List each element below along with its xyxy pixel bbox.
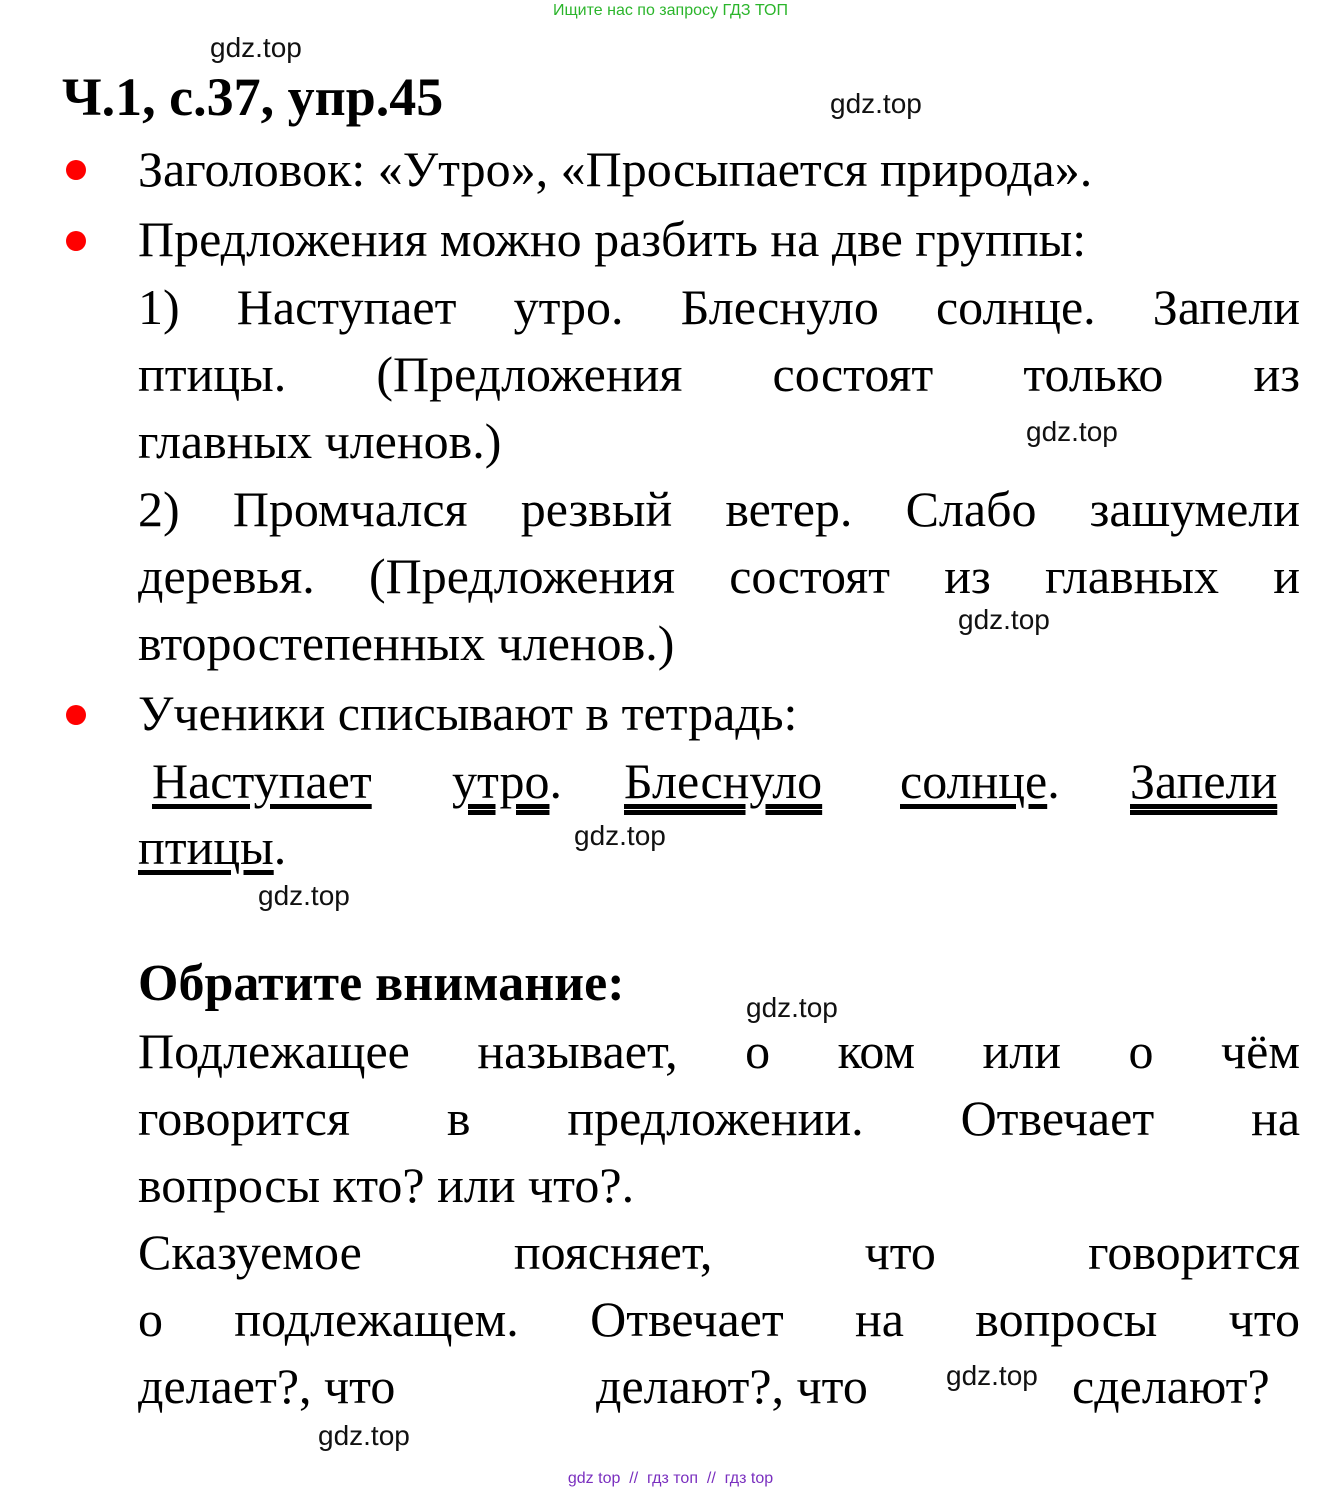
note-heading: Обратите внимание: bbox=[138, 955, 625, 1012]
subject-underline: солнце bbox=[900, 753, 1048, 809]
word: в предложении. bbox=[446, 1090, 864, 1146]
word: 2) bbox=[138, 481, 180, 537]
word: из bbox=[944, 548, 991, 604]
word: 1) bbox=[138, 279, 180, 335]
subject-word bbox=[900, 752, 1060, 810]
watermark: gdz.top bbox=[746, 992, 838, 1023]
word: Подлежащее называет, bbox=[138, 1023, 678, 1079]
bullet-dot bbox=[66, 160, 86, 180]
word: Наступает bbox=[236, 279, 457, 335]
page-title: Ч.1, с.37, упр.45 bbox=[62, 67, 444, 127]
predicate-word bbox=[624, 752, 822, 810]
group-2-line-2 bbox=[138, 547, 1300, 605]
word: Отвечает bbox=[960, 1090, 1155, 1146]
bottom-banner: gdz top // гдз топ // гдз top bbox=[567, 1470, 774, 1487]
word: деревья. bbox=[138, 548, 315, 604]
period: . bbox=[273, 819, 287, 875]
subject-word bbox=[138, 818, 286, 876]
note-p1-line-2 bbox=[138, 1089, 1300, 1147]
watermark: gdz.top bbox=[946, 1360, 1038, 1391]
word: вопросы bbox=[975, 1291, 1158, 1347]
bullet-1-text: Заголовок: «Утро», «Просыпается природа». bbox=[138, 141, 1093, 197]
word: из bbox=[1253, 346, 1301, 402]
word: зашумели bbox=[1089, 481, 1300, 537]
word: ком bbox=[837, 1023, 916, 1079]
bullet-2-text: Предложения можно разбить на две группы: bbox=[138, 211, 1087, 267]
word: только bbox=[1023, 346, 1164, 402]
period: . bbox=[549, 753, 562, 809]
note-p2-line-1 bbox=[138, 1223, 1300, 1281]
predicate-underline: утро bbox=[452, 753, 550, 809]
group-2-line-3: второстепенных членов.) bbox=[138, 615, 675, 671]
watermark: gdz.top bbox=[318, 1420, 410, 1451]
word: (Предложения bbox=[376, 346, 683, 402]
predicate-underline: Запели bbox=[1130, 753, 1278, 809]
watermark: gdz.top bbox=[830, 88, 922, 119]
bullet-dot bbox=[66, 705, 86, 725]
word: говорится bbox=[1088, 1224, 1301, 1280]
word: что bbox=[864, 1224, 936, 1280]
note-p1-line-3: вопросы кто? или что?. bbox=[138, 1157, 635, 1213]
word: птицы. bbox=[138, 346, 287, 402]
watermark: gdz.top bbox=[574, 820, 666, 851]
note-p2-line-3a: делает?, что bbox=[138, 1358, 396, 1414]
word: о подлежащем. bbox=[138, 1291, 519, 1347]
word: (Предложения bbox=[368, 548, 675, 604]
watermark: gdz.top bbox=[1026, 416, 1118, 447]
word: на bbox=[855, 1291, 904, 1347]
word: Промчался bbox=[232, 481, 468, 537]
top-banner: Ищите нас по запросу ГДЗ ТОП bbox=[553, 2, 788, 19]
note-p2-line-3c: сделают? bbox=[1072, 1358, 1270, 1414]
predicate-underline: Блеснуло bbox=[624, 753, 823, 809]
watermark: gdz.top bbox=[210, 32, 302, 63]
word: и bbox=[1273, 548, 1301, 604]
word: Сказуемое поясняет, bbox=[138, 1224, 713, 1280]
note-p2-line-3b: делают?, что bbox=[596, 1358, 868, 1414]
word: солнце. bbox=[935, 279, 1096, 335]
note-p2-line-2 bbox=[138, 1290, 1300, 1348]
predicate-word bbox=[452, 752, 562, 810]
group-2-line-1 bbox=[138, 480, 1300, 538]
word: чём bbox=[1221, 1023, 1300, 1079]
watermark: gdz.top bbox=[258, 880, 350, 911]
word: ветер. bbox=[725, 481, 853, 537]
subject-word bbox=[152, 752, 372, 810]
word: утро. bbox=[513, 279, 624, 335]
word: на bbox=[1251, 1090, 1301, 1146]
group-1-line-3: главных членов.) bbox=[138, 413, 502, 469]
word: состоят bbox=[772, 346, 934, 402]
word: Слабо bbox=[905, 481, 1037, 537]
watermark: gdz.top bbox=[958, 604, 1050, 635]
bullet-3-text: Ученики списывают в тетрадь: bbox=[138, 685, 798, 741]
group-1-line-1 bbox=[138, 278, 1300, 336]
predicate-word bbox=[1130, 752, 1277, 810]
word: Блеснуло bbox=[680, 279, 879, 335]
word: состоят bbox=[729, 548, 890, 604]
word: о bbox=[1128, 1023, 1154, 1079]
subject-underline: Наступает bbox=[152, 753, 372, 809]
word: Отвечает bbox=[590, 1291, 784, 1347]
word: Запели bbox=[1152, 279, 1301, 335]
word: главных bbox=[1044, 548, 1220, 604]
subject-underline: птицы bbox=[138, 819, 274, 875]
word: или bbox=[982, 1023, 1062, 1079]
word: о bbox=[745, 1023, 771, 1079]
note-p1-line-1 bbox=[138, 1022, 1300, 1080]
word: что bbox=[1228, 1291, 1301, 1347]
word: говорится bbox=[138, 1090, 350, 1146]
word: резвый bbox=[520, 481, 673, 537]
group-1-line-2 bbox=[138, 345, 1300, 403]
bullet-dot bbox=[66, 231, 86, 251]
period: . bbox=[1047, 753, 1060, 809]
